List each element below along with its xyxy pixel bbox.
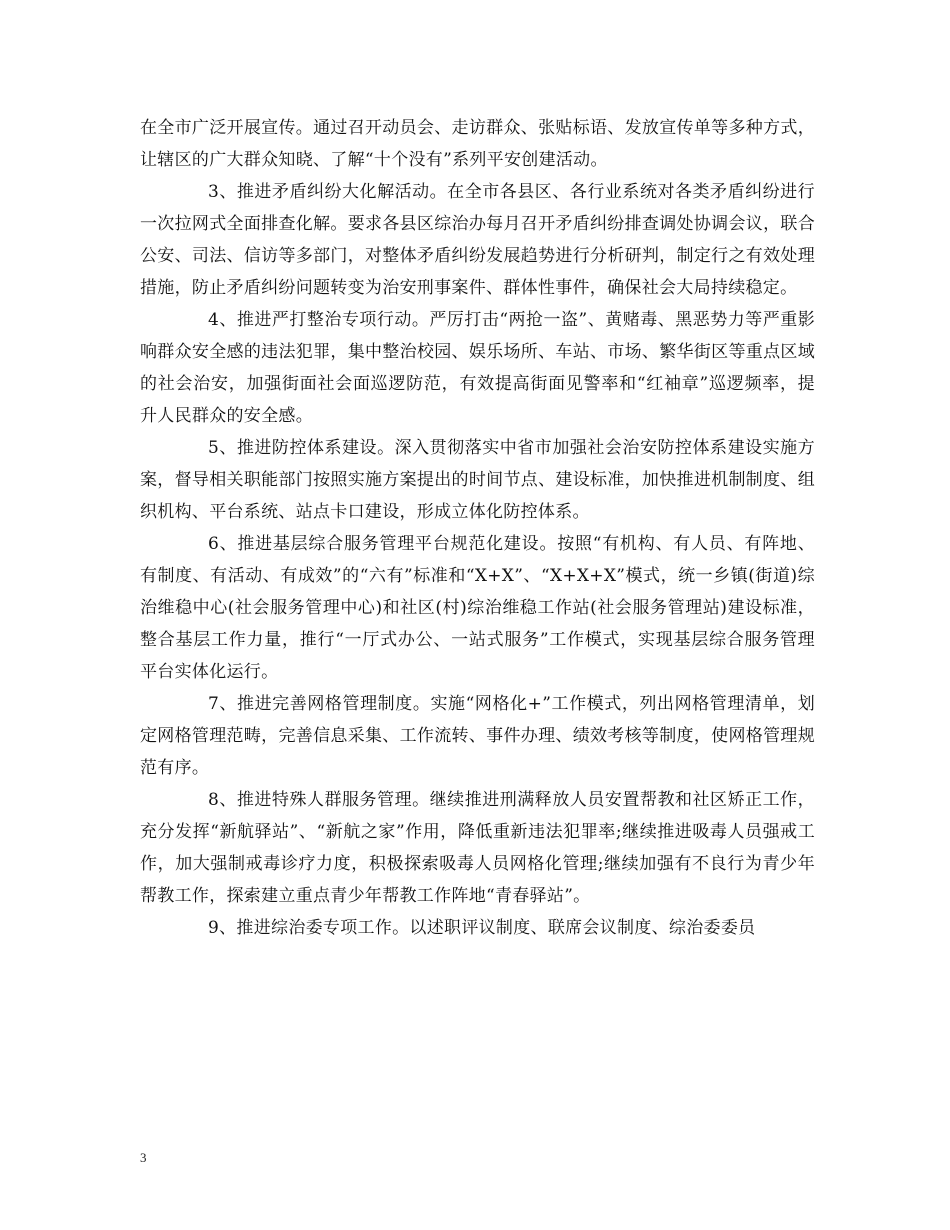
page-number: 3 bbox=[140, 1150, 147, 1165]
paragraph-item-5: 5、推进防控体系建设。深入贯彻落实中省市加强社会治安防控体系建设实施方案，督导相关职能部门按照实施方案提出的时间节点、建设标准，加快推进机制制度、组织机构、平台系统、站点卡口建设，形成立体化防控体系。 bbox=[140, 438, 815, 522]
paragraph-item-6: 6、推进基层综合服务管理平台规范化建设。按照“有机构、有人员、有阵地、有制度、有活动、有成效”的“六有”标准和“X+X”、“X+X+X”模式，统一乡镇(街道)综治维稳中心(社会服务管理中心)和社区(村)综治维稳工作站(社会服务管理站)建设标准，整合基层工作力量，推行“一厅式办公、一站式服务”工作模式，实现基层综合服务管理平台实体化运行。 bbox=[140, 534, 815, 682]
paragraph-item-7: 7、推进完善网格管理制度。实施“网格化+”工作模式，列出网格管理清单，划定网格管理范畴，完善信息采集、工作流转、事件办理、绩效考核等制度，使网格管理规范有序。 bbox=[140, 694, 815, 778]
paragraph-item-3: 3、推进矛盾纠纷大化解活动。在全市各县区、各行业系统对各类矛盾纠纷进行一次拉网式全面排查化解。要求各县区综治办每月召开矛盾纠纷排查调处协调会议，联合公安、司法、信访等多部门，对整体矛盾纠纷发展趋势进行分析研判，制定行之有效处理措施，防止矛盾纠纷问题转变为治安刑事案件、群体性事件，确保社会大局持续稳定。 bbox=[140, 182, 815, 298]
paragraph-item-8: 8、推进特殊人群服务管理。继续推进刑满释放人员安置帮教和社区矫正工作，充分发挥“新航驿站”、“新航之家”作用，降低重新违法犯罪率;继续推进吸毒人员强戒工作，加大强制戒毒诊疗力度，积极探索吸毒人员网格化管理;继续加强有不良行为青少年帮教工作，探索建立重点青少年帮教工作阵地“青春驿站”。 bbox=[140, 790, 815, 906]
paragraph-item-4: 4、推进严打整治专项行动。严厉打击“两抢一盗”、黄赌毒、黑恶势力等严重影响群众安全感的违法犯罪，集中整治校园、娱乐场所、车站、市场、繁华街区等重点区域的社会治安，加强街面社会面巡逻防范，有效提高街面见警率和“红袖章”巡逻频率，提升人民群众的安全感。 bbox=[140, 310, 815, 426]
paragraph-item-9: 9、推进综治委专项工作。以述职评议制度、联席会议制度、综治委委员 bbox=[208, 918, 756, 938]
paragraph-continuation: 在全市广泛开展宣传。通过召开动员会、走访群众、张贴标语、发放宣传单等多种方式，让辖区的广大群众知晓、了解“十个没有”系列平安创建活动。 bbox=[140, 118, 815, 170]
document-body bbox=[140, 112, 815, 944]
